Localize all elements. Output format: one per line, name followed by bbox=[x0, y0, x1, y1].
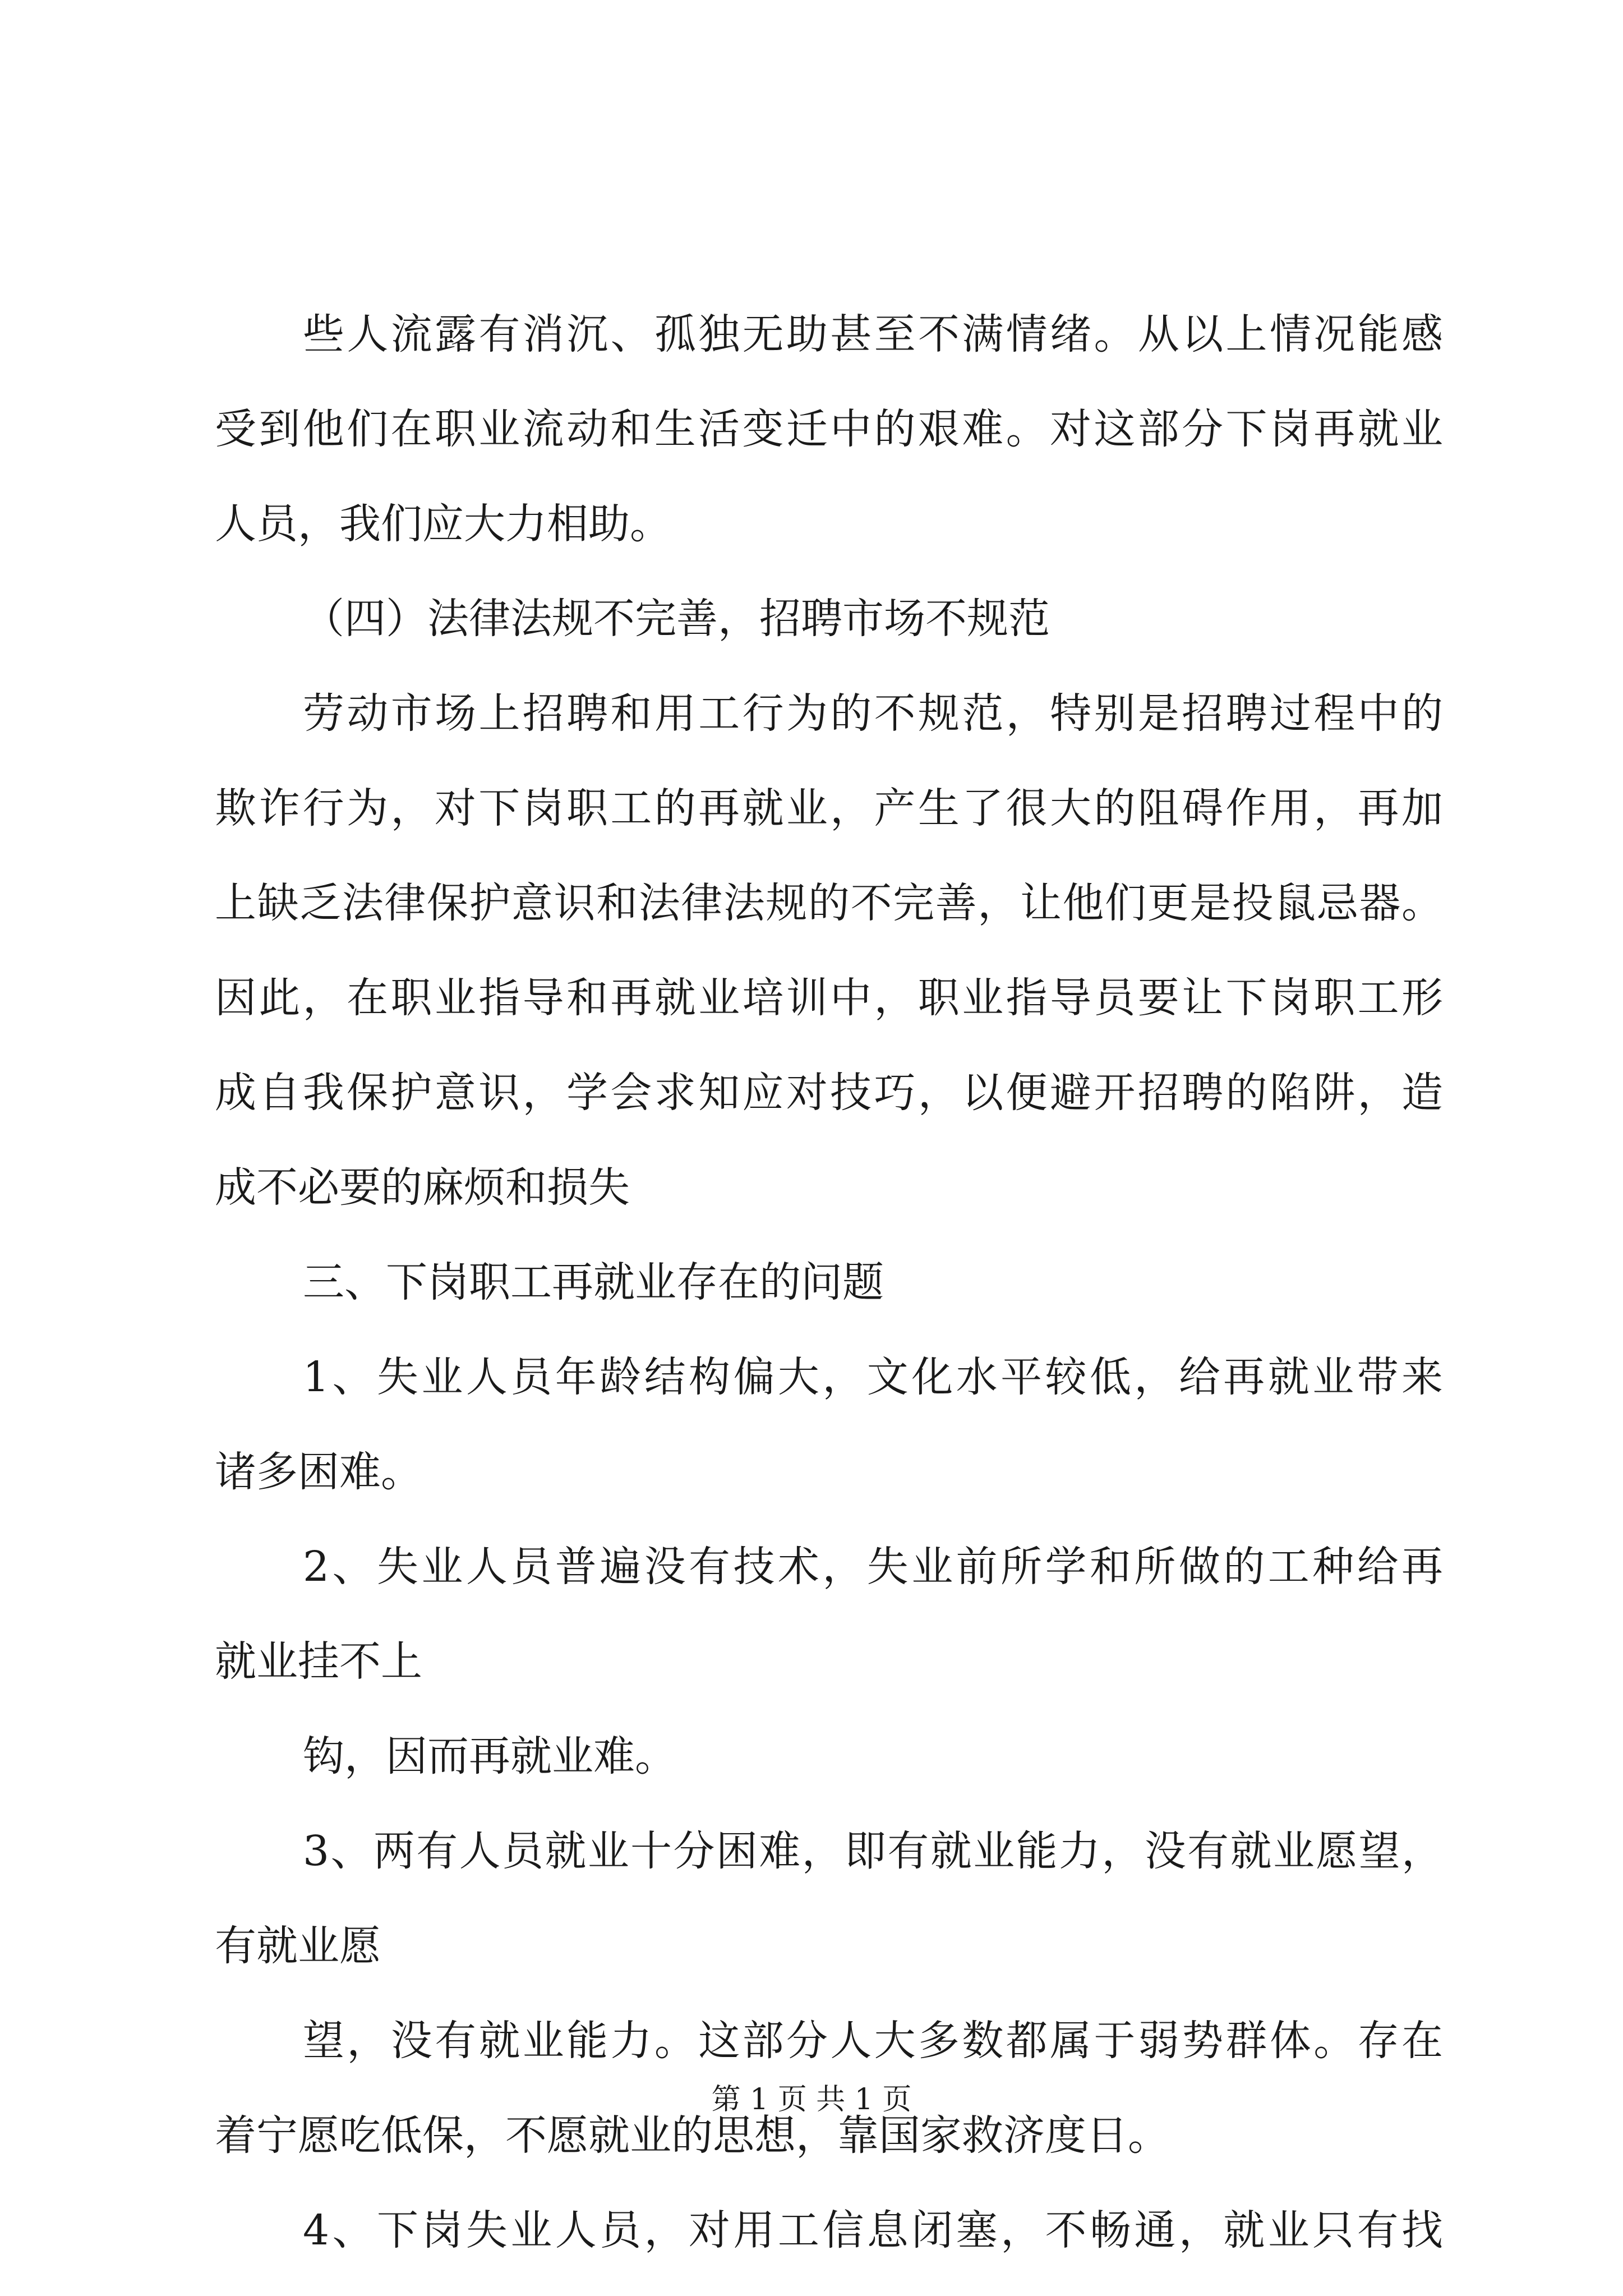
text-line: 着宁愿吃低保，不愿就业的思想，靠国家救济度日。 bbox=[215, 2111, 1169, 2160]
text-line: 成自我保护意识，学会求知应对技巧，以便避开招聘的陷阱，造 bbox=[215, 1069, 1443, 1117]
section-heading: 三、下岗职工再就业存在的问题 bbox=[303, 1258, 884, 1306]
list-item-1: 1、失业人员年龄结构偏大，文化水平较低，给再就业带来 bbox=[303, 1353, 1443, 1401]
text-line: 钩，因而再就业难。 bbox=[303, 1732, 676, 1780]
text-line: 受到他们在职业流动和生活变迁中的艰难。对这部分下岗再就业 bbox=[215, 405, 1443, 453]
body-text bbox=[215, 287, 1443, 2278]
text-line: 上缺乏法律保护意识和法律法规的不完善，让他们更是投鼠忌器。 bbox=[215, 879, 1443, 927]
text-line: 欺诈行为，对下岗职工的再就业，产生了很大的阻碍作用，再加 bbox=[215, 784, 1443, 832]
list-item-4: 4、下岗失业人员，对用工信息闭塞，不畅通，就业只有找 bbox=[303, 2206, 1443, 2254]
text-line: 有就业愿 bbox=[215, 1922, 381, 1970]
text-line: 人员，我们应大力相助。 bbox=[215, 500, 671, 548]
text-line: 成不必要的麻烦和损失 bbox=[215, 1163, 630, 1212]
text-line: 就业挂不上 bbox=[215, 1637, 422, 1686]
text-line: 些人流露有消沉、孤独无助甚至不满情绪。从以上情况能感 bbox=[303, 310, 1443, 358]
text-line: 诸多困难。 bbox=[215, 1448, 422, 1496]
text-line: 劳动市场上招聘和用工行为的不规范，特别是招聘过程中的 bbox=[303, 689, 1443, 738]
list-item-2: 2、失业人员普遍没有技术，失业前所学和所做的工种给再 bbox=[303, 1543, 1443, 1591]
section-heading: （四）法律法规不完善，招聘市场不规范 bbox=[303, 595, 1050, 643]
list-item-3: 3、两有人员就业十分困难，即有就业能力，没有就业愿望， bbox=[303, 1827, 1443, 1875]
text-line: 因此，在职业指导和再就业培训中，职业指导员要让下岗职工形 bbox=[215, 974, 1443, 1022]
page-footer: 第 1 页 共 1 页 bbox=[711, 2083, 912, 2116]
text-line: 望，没有就业能力。这部分人大多数都属于弱势群体。存在 bbox=[303, 2017, 1443, 2065]
